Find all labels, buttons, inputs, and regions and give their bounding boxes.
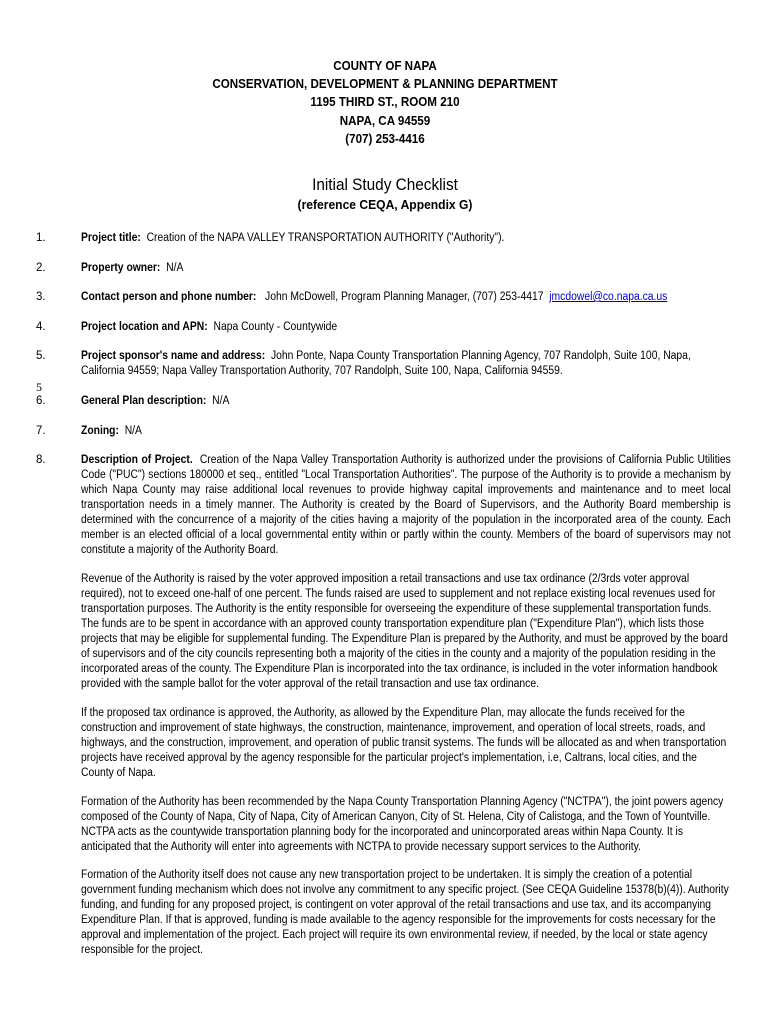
- item-label: Project title:: [81, 232, 141, 244]
- item-text: Creation of the NAPA VALLEY TRANSPORTATION AUTHORITY ("Authority").: [146, 232, 505, 244]
- item-number: 4.: [36, 321, 46, 333]
- item-label: Project sponsor's name and address:: [81, 350, 266, 362]
- item-text: N/A: [124, 425, 142, 437]
- item-body: [81, 231, 731, 246]
- description-paragraph: If the proposed tax ordinance is approved, the Authority, as allowed by the Expenditure Plan, may allocate the funds received for the construction and improvement of state highways, the construction, maintenance, improvement, and operation of local streets, roads, and highways, and the construction, improvement, and operation of public transit systems. The funds will be allocated as and when transportation projects have received approval by the agency responsible for the particular project's implementation, i.e, Caltrans, local cities, and the County of Napa.: [81, 707, 727, 779]
- item-label: Project location and APN:: [81, 321, 208, 333]
- item-text: John McDowell, Program Planning Manager, (707) 253-4417: [265, 291, 544, 303]
- page-title: Initial Study Checklist: [312, 176, 458, 194]
- description-paragraph: Formation of the Authority has been recommended by the Napa County Transportation Planning Agency ("NCTPA"), the joint powers agency composed of the County of Napa, City of Napa, City of American Canyon, City of St. Helena, City of Calistoga, and the Town of Yountville. NCTPA acts as the countywide transportation planning body for the incorporated and unincorporated areas within Napa County. It is anticipated that the Authority will enter into agreements with NCTPA to provide necessary support services to the Authority.: [81, 796, 724, 853]
- item-body: [81, 261, 731, 276]
- header-county: COUNTY OF NAPA: [333, 59, 437, 73]
- description-paragraph: Formation of the Authority itself does not cause any new transportation project to be undertaken. It is simply the creation of a potential government funding mechanism which does not involve any commitment to any specific project. (See CEQA Guideline 15378(b)(4)). Authority funding, and funding for any proposed project, is contingent on voter approval of the retail transactions and use tax, and its accompanying Expenditure Plan. If that is approved, funding is made available to the agency responsible for the improvements for costs necessary for the approval and implementation of the project. Each project will require its own environmental review, if needed, by the local or state agency responsible for the project.: [81, 869, 729, 956]
- item-body: [81, 453, 731, 558]
- item-body: [81, 349, 731, 379]
- item-body: [81, 394, 731, 409]
- description-paragraph: Revenue of the Authority is raised by the voter approved imposition a retail transactions and use tax ordinance (2/3rds voter approval required), not to exceed one-half of one percent. The funds raised are used to supplement and not replace existing local revenues used for transportation purposes. The Authority is the entity responsible for overseeing the expenditure of these supplemental transportation funds. The funds are to be spent in accordance with an approved county transportation expenditure plan ("Expenditure Plan"), which lists those projects that may be eligible for supplemental funding. The Expenditure Plan is prepared by the Authority, and must be approved by the board of supervisors and of the city councils representing both a majority of the cities in the county and a majority of the population residing in the incorporated areas of the county. The Expenditure Plan is incorporated into the tax ordinance, is included in the voter information handbook provided with the sample ballot for the voter approval of the retail transaction and use tax ordinance.: [81, 573, 728, 690]
- item-number: 5.: [36, 350, 46, 362]
- item-label: Description of Project.: [81, 454, 193, 466]
- page-subtitle: (reference CEQA, Appendix G): [297, 197, 473, 212]
- item-text: N/A: [166, 262, 184, 274]
- item-text: N/A: [212, 395, 230, 407]
- header-street: 1195 THIRD ST., ROOM 210: [310, 95, 460, 110]
- item-text: John Ponte, Napa County Transportation Planning Agency, 707 Randolph, Suite 100, Napa, California 94559; Napa Valley Transportation Authority, 707 Randolph, Suite 100, Napa, California 94559.: [81, 350, 691, 377]
- item-text: Napa County - Countywide: [213, 321, 338, 333]
- item-number: 3.: [36, 291, 46, 303]
- item-number: 7.: [36, 425, 46, 437]
- item-label: Zoning:: [81, 425, 119, 437]
- item-body: [81, 290, 731, 305]
- letterhead: [27, 57, 743, 148]
- header-phone: (707) 253-4416: [345, 131, 425, 146]
- item-label: Property owner:: [81, 262, 161, 274]
- item-body: [81, 320, 731, 335]
- title-block: [27, 175, 743, 214]
- stray-mark: 5: [36, 380, 42, 394]
- item-number: 2.: [36, 262, 46, 274]
- item-label: Contact person and phone number:: [81, 291, 257, 303]
- item-number: 1.: [36, 232, 46, 244]
- item-label: General Plan description:: [81, 395, 207, 407]
- email-link[interactable]: jmcdowel@co.napa.ca.us: [549, 291, 668, 303]
- header-department: CONSERVATION, DEVELOPMENT & PLANNING DEPARTMENT: [212, 77, 558, 92]
- header-city: NAPA, CA 94559: [339, 113, 431, 128]
- item-number: 6.: [36, 395, 46, 407]
- item-text: Creation of the Napa Valley Transportation Authority is authorized under the provisions of California Public Utilities Code ("PUC") sections 180000 et seq., entitled "Local Transportation Authorities". The purpose of the Authority is to provide a mechanism by which Napa County may raise additional local revenues to provide highway capital improvements and maintenance and to meet local transportation needs in a timely manner. The Authority is created by the Board of Supervisors, and the Authority Board membership is determined with the concurrence of a majority of the cities having a majority of the population in the incorporated area of the county. Each member is an elected official of a local governmental entity within or partly within the county. Members of the board of supervisors may not constitute a majority of the Authority Board.: [81, 454, 731, 556]
- item-body: [81, 424, 731, 439]
- item-number: 8.: [36, 454, 46, 466]
